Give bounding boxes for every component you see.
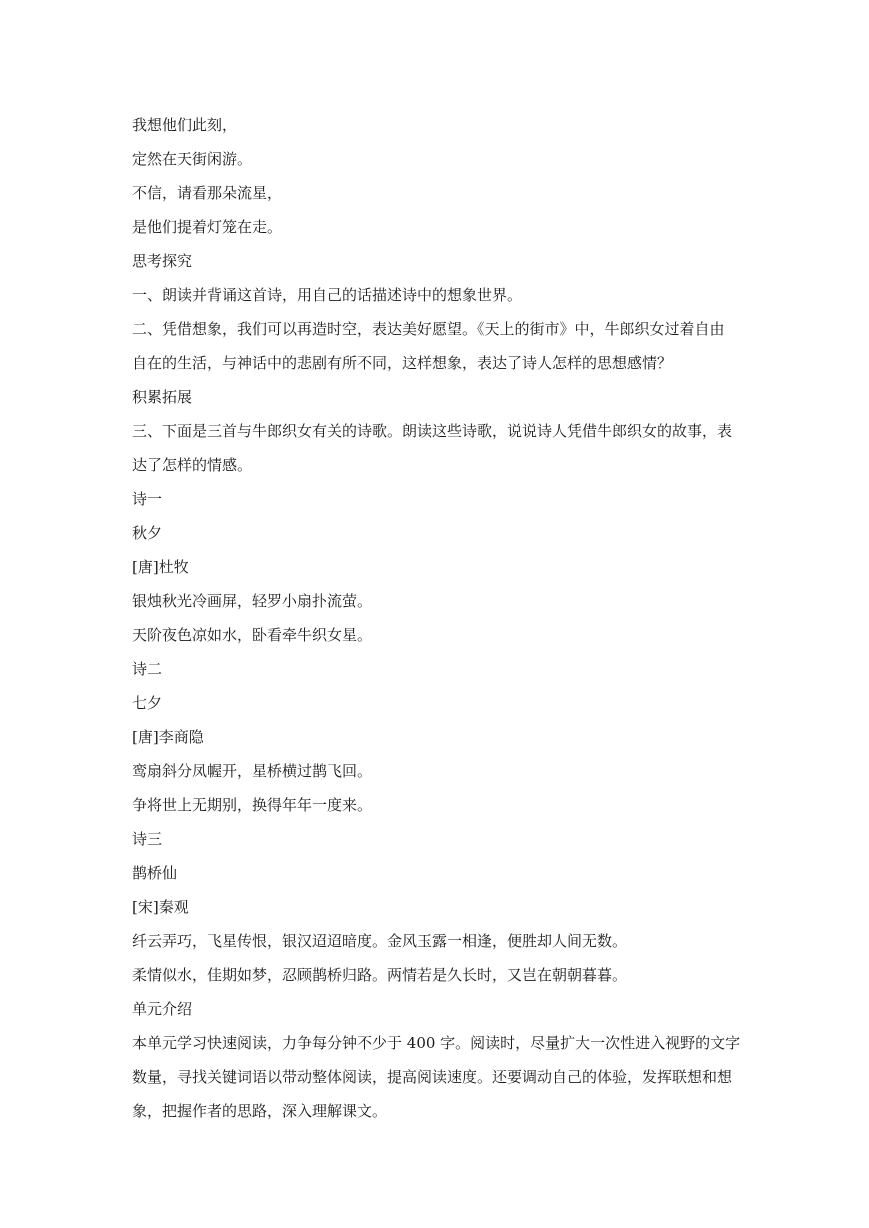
poem-label: 诗三 bbox=[132, 830, 163, 848]
poem-label: 诗一 bbox=[132, 490, 163, 508]
question-1: 一、朗读并背诵这首诗，用自己的话描述诗中的想象世界。 bbox=[132, 286, 523, 304]
poem-line: 纤云弄巧，飞星传恨，银汉迢迢暗度。金风玉露一相逢，便胜却人间无数。 bbox=[132, 932, 628, 950]
poem-author: [唐]杜牧 bbox=[132, 558, 189, 576]
poem-line: 是他们提着灯笼在走。 bbox=[132, 218, 283, 236]
unit-intro-line-2: 数量，寻找关键词语以带动整体阅读，提高阅读速度。还要调动自己的体验，发挥联想和想 bbox=[132, 1068, 733, 1086]
poem-line: 柔情似水，佳期如梦，忍顾鹊桥归路。两情若是久长时，又岂在朝朝暮暮。 bbox=[132, 966, 628, 984]
poem-line: 不信，请看那朵流星， bbox=[132, 184, 283, 202]
question-3-line-1: 三、下面是三首与牛郎织女有关的诗歌。朗读这些诗歌，说说诗人凭借牛郎织女的故事，表 bbox=[132, 422, 733, 440]
question-2-line-2: 自在的生活，与神话中的悲剧有所不同，这样想象，表达了诗人怎样的思想感情？ bbox=[132, 354, 673, 372]
poem-line: 定然在天街闲游。 bbox=[132, 150, 253, 168]
poem-line: 天阶夜色凉如水，卧看牵牛织女星。 bbox=[132, 626, 373, 644]
poem-line: 争将世上无期别，换得年年一度来。 bbox=[132, 796, 373, 814]
poem-line: 我想他们此刻， bbox=[132, 116, 238, 134]
poem-title: 鹊桥仙 bbox=[132, 864, 178, 882]
poem-line: 鸾扇斜分凤幄开，星桥横过鹊飞回。 bbox=[132, 762, 373, 780]
poem-author: [宋]秦观 bbox=[132, 898, 189, 916]
section-heading: 单元介绍 bbox=[132, 1000, 193, 1018]
question-2-line-1: 二、凭借想象，我们可以再造时空，表达美好愿望。《天上的街市》中，牛郎织女过着自由 bbox=[132, 320, 725, 338]
unit-intro-line-1: 本单元学习快速阅读，力争每分钟不少于 400 字。阅读时，尽量扩大一次性进入视野的文字 bbox=[132, 1034, 741, 1052]
section-heading: 思考探究 bbox=[132, 252, 193, 270]
section-heading: 积累拓展 bbox=[132, 388, 193, 406]
unit-intro-line-3: 象，把握作者的思路，深入理解课文。 bbox=[132, 1102, 388, 1120]
poem-title: 秋夕 bbox=[132, 524, 163, 542]
question-3-line-2: 达了怎样的情感。 bbox=[132, 456, 253, 474]
poem-author: [唐]李商隐 bbox=[132, 728, 204, 746]
poem-title: 七夕 bbox=[132, 694, 163, 712]
document-body bbox=[132, 108, 742, 1128]
poem-line: 银烛秋光冷画屏，轻罗小扇扑流萤。 bbox=[132, 592, 373, 610]
poem-label: 诗二 bbox=[132, 660, 163, 678]
